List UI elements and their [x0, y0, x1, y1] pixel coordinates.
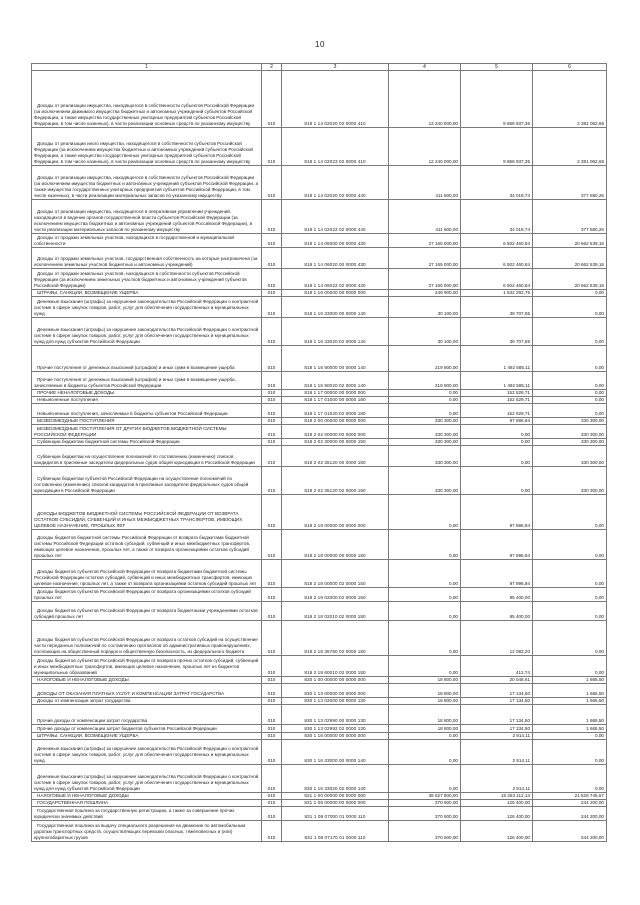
income-name-cell: Невыясненные поступления	[32, 397, 262, 404]
budget-classification-code-cell: 818 2 02 35120 02 0000 150	[282, 467, 389, 495]
income-name-cell: Доходы от реализации имущества, находящегося в собственности субъектов Российской Федерации (за исключением имущества бюджетных и автономных учреждений субъектов Российской Федерации, а также имущества государственных унитарных предприятий субъектов Российской Федерации, в том числе казенных), в части реализации материальных запасов по указанному имуществу	[32, 166, 262, 200]
unexecuted-amount-cell: 330 300,00	[533, 425, 607, 439]
unexecuted-amount-cell: 0,00	[533, 318, 607, 346]
approved-amount-cell: 12 240 000,00	[389, 71, 461, 128]
table-row	[32, 621, 607, 656]
income-name-cell: ГОСУДАРСТВЕННАЯ ПОШЛИНА	[32, 800, 262, 807]
approved-amount-cell: 0,00	[389, 390, 461, 397]
table-row	[32, 821, 607, 842]
table-row	[32, 439, 607, 446]
unexecuted-amount-cell: 244 200,00	[533, 821, 607, 842]
unexecuted-amount-cell: 20 662 539,16	[533, 269, 607, 290]
executed-amount-cell: 17 134,50	[461, 698, 533, 705]
budget-classification-code-cell: 818 1 16 00000 00 0000 000	[282, 290, 389, 297]
executed-amount-cell: 1 532 292,76	[461, 290, 533, 297]
executed-amount-cell: 2 914,11	[461, 765, 533, 793]
budget-classification-code-cell: 830 1 13 02990 00 0000 130	[282, 705, 389, 725]
approved-amount-cell: 12 240 000,00	[389, 128, 461, 166]
approved-amount-cell: 219 800,00	[389, 372, 461, 390]
unexecuted-amount-cell: 0,00	[533, 560, 607, 588]
executed-amount-cell: 152 529,71	[461, 390, 533, 397]
approved-amount-cell: 0,00	[389, 495, 461, 530]
table-row	[32, 290, 607, 297]
income-name-cell: Денежные взыскания (штрафы) за нарушение законодательства Российской Федерации о контрактной системе в сфере закупок товаров, работ, услуг для обеспечения государственных и муниципальных нужд для нужд субъектов Российской Федерации	[32, 765, 262, 793]
line-code-cell: 010	[262, 821, 282, 842]
approved-amount-cell: 0,00	[389, 621, 461, 656]
line-code-cell: 010	[262, 740, 282, 765]
budget-classification-code-cell: 818 1 14 02023 02 0000 410	[282, 128, 389, 166]
line-code-cell: 010	[262, 705, 282, 725]
table-row	[32, 495, 607, 530]
income-name-cell: Доходы от реализации имущества, находящегося в собственности субъектов Российской Федерации (за исключением движимого имущества бюджетных и автономных учреждений субъектов Российской Федерации, а также имущества государственных унитарных предприятий субъектов Российской Федерации, в том числе казенных), в части реализации основных средств по указанному имуществу	[32, 71, 262, 128]
budget-classification-code-cell: 818 1 17 00000 00 0000 000	[282, 390, 389, 397]
approved-amount-cell: 0,00	[389, 588, 461, 602]
budget-classification-code-cell: 830 1 16 00000 00 0000 000	[282, 733, 389, 740]
unexecuted-amount-cell: 1 665,50	[533, 698, 607, 705]
table-row	[32, 318, 607, 346]
executed-amount-cell: 34 019,74	[461, 166, 533, 200]
unexecuted-amount-cell: 0,00	[533, 733, 607, 740]
executed-amount-cell: 85 400,00	[461, 588, 533, 602]
budget-classification-code-cell: 818 2 18 02010 02 0000 150	[282, 602, 389, 621]
approved-amount-cell: 18 800,00	[389, 677, 461, 684]
line-code-cell: 010	[262, 733, 282, 740]
income-name-cell: Денежные взыскания (штрафы) за нарушение законодательства Российской Федерации о контрактной системе в сфере закупок товаров, работ, услуг для обеспечения государственных и муниципальных нужд	[32, 740, 262, 765]
executed-amount-cell: 6 502 460,84	[461, 248, 533, 269]
table-row	[32, 602, 607, 621]
line-code-cell: 010	[262, 807, 282, 821]
unexecuted-amount-cell: 330 300,00	[533, 439, 607, 446]
executed-amount-cell: 412,74	[461, 656, 533, 677]
income-name-cell: Доходы бюджетов субъектов Российской Федерации от возврата бюджетами бюджетной системы Российской Федерации остатков субсидий, субвенций и иных межбюджетных трансфертов, имеющих целевое назначение, прошлых лет, а также от возврата организациями остатков субсидий прошлых лет	[32, 560, 262, 588]
unexecuted-amount-cell: 1 665,50	[533, 677, 607, 684]
line-code-cell: 010	[262, 418, 282, 425]
unexecuted-amount-cell: 0,00	[533, 765, 607, 793]
budget-classification-code-cell: 818 1 14 06020 00 0000 430	[282, 248, 389, 269]
table-row	[32, 733, 607, 740]
budget-classification-code-cell: 830 1 13 00000 00 0000 000	[282, 684, 389, 698]
unexecuted-amount-cell: 330 300,00	[533, 467, 607, 495]
column-header: 6	[533, 64, 607, 71]
income-name-cell: Субвенции бюджетам бюджетной системы Российской Федерации	[32, 439, 262, 446]
income-name-cell: Доходы от продажи земельных участков, государственная собственность на которые разграничена (за исключением земельных участков бюджетных и автономных учреждений)	[32, 248, 262, 269]
executed-amount-cell: 152 529,71	[461, 397, 533, 404]
line-code-cell: 010	[262, 602, 282, 621]
unexecuted-amount-cell: 0,00	[533, 621, 607, 656]
budget-classification-code-cell: 830 1 00 00000 00 0000 000	[282, 677, 389, 684]
budget-classification-code-cell: 818 1 16 33000 00 0000 140	[282, 297, 389, 318]
unexecuted-amount-cell: 330 300,00	[533, 446, 607, 467]
income-name-cell: Субвенции бюджетам на осуществление полномочий по составлению (изменению) списков кандидатов в присяжные заседатели федеральных судов общей юрисдикции в Российской Федерации	[32, 446, 262, 467]
budget-classification-code-cell: 818 1 14 02022 02 0000 440	[282, 200, 389, 234]
income-name-cell: Доходы бюджетов бюджетной системы Российской Федерации от возврата бюджетами бюджетной системы Российской Федерации остатков субсидий, субвенций и иных межбюджетных трансфертов, имеющих целевое назначение, прошлых лет, а также от возврата организациями остатков субсидий прошлых лет	[32, 530, 262, 560]
table-row	[32, 297, 607, 318]
executed-amount-cell: 17 134,50	[461, 725, 533, 733]
unexecuted-amount-cell: 0,00	[533, 290, 607, 297]
executed-amount-cell: 12 083,20	[461, 621, 533, 656]
budget-classification-code-cell: 831 1 00 00000 00 0000 000	[282, 793, 389, 800]
budget-classification-code-cell: 818 1 17 01000 00 0000 180	[282, 397, 389, 404]
executed-amount-cell: 97 896,94	[461, 560, 533, 588]
line-code-cell: 010	[262, 560, 282, 588]
executed-amount-cell: 20 048,61	[461, 677, 533, 684]
unexecuted-amount-cell: 21 528 745,57	[533, 793, 607, 800]
approved-amount-cell: 0,00	[389, 404, 461, 418]
income-name-cell: БЕЗВОЗМЕЗДНЫЕ ПОСТУПЛЕНИЯ	[32, 418, 262, 425]
unexecuted-amount-cell: 0,00	[533, 390, 607, 397]
income-name-cell: Денежные взыскания (штрафы) за нарушение законодательства Российской Федерации о контрактной системе в сфере закупок товаров, работ, услуг для обеспечения государственных и муниципальных нужд	[32, 297, 262, 318]
line-code-cell: 010	[262, 248, 282, 269]
line-code-cell: 010	[262, 290, 282, 297]
line-code-cell: 010	[262, 467, 282, 495]
table-row	[32, 560, 607, 588]
income-name-cell: Невыясненные поступления, зачисляемые в бюджеты субъектов Российской Федерации	[32, 404, 262, 418]
income-name-cell: ДОХОДЫ ОТ ОКАЗАНИЯ ПЛАТНЫХ УСЛУГ И КОМПЕНСАЦИИ ЗАТРАТ ГОСУДАРСТВА	[32, 684, 262, 698]
income-name-cell: Доходы бюджетов субъектов Российской Федерации от возврата прочих остатков субсидий, субвенций и иных межбюджетных трансфертов, имеющих целевое назначение, прошлых лет из бюджетов муниципальных образований	[32, 656, 262, 677]
approved-amount-cell: 330 300,00	[389, 446, 461, 467]
unexecuted-amount-cell: 377 580,26	[533, 166, 607, 200]
unexecuted-amount-cell: 0,00	[533, 495, 607, 530]
executed-amount-cell: 126 400,00	[461, 807, 533, 821]
income-name-cell: Доходы от реализации иного имущества, находящегося в собственности субъектов Российской Федерации (за исключением имущества бюджетных и автономных учреждений субъектов Российской Федерации, а также имущества государственных унитарных предприятий субъектов Российской Федерации, в том числе казенных), в части реализации основных средств по указанному имуществу	[32, 128, 262, 166]
approved-amount-cell: 0,00	[389, 530, 461, 560]
column-header: 4	[389, 64, 461, 71]
table-row	[32, 128, 607, 166]
table-row	[32, 425, 607, 439]
line-code-cell: 010	[262, 677, 282, 684]
executed-amount-cell: 2 914,11	[461, 733, 533, 740]
executed-amount-cell: 9 858 937,35	[461, 128, 533, 166]
income-name-cell: Прочие доходы от компенсации затрат государства	[32, 705, 262, 725]
table-row	[32, 807, 607, 821]
unexecuted-amount-cell: 0,00	[533, 372, 607, 390]
approved-amount-cell: 330 300,00	[389, 439, 461, 446]
approved-amount-cell: 0,00	[389, 740, 461, 765]
budget-classification-code-cell: 818 1 17 01020 02 0000 180	[282, 404, 389, 418]
income-name-cell: ПРОЧИЕ НЕНАЛОГОВЫЕ ДОХОДЫ	[32, 390, 262, 397]
table-row	[32, 390, 607, 397]
executed-amount-cell: 2 914,11	[461, 740, 533, 765]
table-row	[32, 404, 607, 418]
executed-amount-cell: 17 134,50	[461, 684, 533, 698]
approved-amount-cell: 36 627 800,00	[389, 793, 461, 800]
budget-classification-code-cell: 818 2 02 00000 00 0000 000	[282, 425, 389, 439]
budget-classification-code-cell: 818 1 16 90020 02 0000 140	[282, 372, 389, 390]
table-row	[32, 530, 607, 560]
budget-classification-code-cell: 830 1 13 02000 00 0000 130	[282, 698, 389, 705]
budget-classification-code-cell: 818 1 16 90000 00 0000 140	[282, 346, 389, 372]
line-code-cell: 010	[262, 397, 282, 404]
table-row	[32, 467, 607, 495]
line-code-cell: 010	[262, 495, 282, 530]
line-code-cell: 010	[262, 588, 282, 602]
approved-amount-cell: 18 800,00	[389, 725, 461, 733]
unexecuted-amount-cell: 1 665,50	[533, 705, 607, 725]
executed-amount-cell: 126 400,00	[461, 821, 533, 842]
budget-classification-code-cell: 818 1 16 33020 02 0000 140	[282, 318, 389, 346]
approved-amount-cell: 0,00	[389, 656, 461, 677]
unexecuted-amount-cell: 0,00	[533, 346, 607, 372]
table-row	[32, 765, 607, 793]
approved-amount-cell: 0,00	[389, 765, 461, 793]
executed-amount-cell: 17 134,50	[461, 705, 533, 725]
table-row	[32, 588, 607, 602]
executed-amount-cell: 0,00	[461, 467, 533, 495]
approved-amount-cell: 30 100,00	[389, 318, 461, 346]
executed-amount-cell: 34 019,74	[461, 200, 533, 234]
table-row	[32, 800, 607, 807]
table-row	[32, 725, 607, 733]
budget-classification-code-cell: 830 1 13 02992 02 0000 130	[282, 725, 389, 733]
line-code-cell: 010	[262, 404, 282, 418]
unexecuted-amount-cell: 0,00	[533, 656, 607, 677]
approved-amount-cell: 30 100,00	[389, 297, 461, 318]
table-row	[32, 446, 607, 467]
income-name-cell: БЕЗВОЗМЕЗДНЫЕ ПОСТУПЛЕНИЯ ОТ ДРУГИХ БЮДЖЕТОВ БЮДЖЕТНОЙ СИСТЕМЫ РОССИЙСКОЙ ФЕДЕРАЦИИ	[32, 425, 262, 439]
executed-amount-cell: 97 896,94	[461, 495, 533, 530]
income-name-cell: Доходы бюджетов субъектов Российской Федерации от возврата бюджетными учреждениями остатков субсидий прошлых лет	[32, 602, 262, 621]
unexecuted-amount-cell: 244 200,00	[533, 800, 607, 807]
executed-amount-cell: 15 253 112,13	[461, 793, 533, 800]
budget-classification-code-cell: 818 2 02 30000 00 0000 150	[282, 439, 389, 446]
approved-amount-cell: 0,00	[389, 397, 461, 404]
income-name-cell: НАЛОГОВЫЕ И НЕНАЛОГОВЫЕ ДОХОДЫ	[32, 677, 262, 684]
approved-amount-cell: 0,00	[389, 560, 461, 588]
line-code-cell: 010	[262, 725, 282, 733]
column-number-header	[32, 64, 607, 71]
line-code-cell: 010	[262, 656, 282, 677]
unexecuted-amount-cell: 0,00	[533, 404, 607, 418]
executed-amount-cell: 1 492 585,11	[461, 372, 533, 390]
column-header: 5	[461, 64, 533, 71]
table-row	[32, 269, 607, 290]
unexecuted-amount-cell: 330 300,00	[533, 418, 607, 425]
column-header: 2	[262, 64, 282, 71]
table-row	[32, 372, 607, 390]
budget-classification-code-cell: 831 1 08 07000 01 0000 110	[282, 807, 389, 821]
budget-classification-code-cell: 818 2 18 02000 02 0000 150	[282, 588, 389, 602]
executed-amount-cell: 6 502 460,84	[461, 234, 533, 248]
line-code-cell: 010	[262, 621, 282, 656]
table-row	[32, 684, 607, 698]
income-name-cell: ШТРАФЫ, САНКЦИИ, ВОЗМЕЩЕНИЕ УЩЕРБА	[32, 733, 262, 740]
unexecuted-amount-cell: 0,00	[533, 530, 607, 560]
page-number: 10	[315, 40, 325, 49]
line-code-cell: 010	[262, 698, 282, 705]
budget-classification-code-cell: 818 2 18 00000 00 0000 150	[282, 530, 389, 560]
budget-classification-code-cell: 831 1 08 00000 00 0000 000	[282, 800, 389, 807]
line-code-cell: 010	[262, 765, 282, 793]
approved-amount-cell: 370 600,00	[389, 821, 461, 842]
budget-classification-code-cell: 831 1 08 07170 01 0000 110	[282, 821, 389, 842]
approved-amount-cell: 330 300,00	[389, 425, 461, 439]
unexecuted-amount-cell: 1 665,50	[533, 684, 607, 698]
line-code-cell: 010	[262, 446, 282, 467]
unexecuted-amount-cell: 20 662 539,16	[533, 234, 607, 248]
line-code-cell: 010	[262, 793, 282, 800]
table-row	[32, 71, 607, 128]
budget-classification-code-cell: 818 1 14 02020 02 0000 410	[282, 71, 389, 128]
income-name-cell: Доходы от реализации имущества, находящегося в оперативном управлении учреждений, находящихся в ведении органов государственной власти субъектов Российской Федерации (за исключением имущества бюджетных и автономных учреждений субъектов Российской Федерации), в части реализации материальных запасов по указанному имуществу	[32, 200, 262, 234]
approved-amount-cell: 0,00	[389, 602, 461, 621]
unexecuted-amount-cell: 0,00	[533, 397, 607, 404]
table-row	[32, 698, 607, 705]
income-name-cell: Государственная пошлина за государственную регистрацию, а также за совершение прочих юридически значимых действий	[32, 807, 262, 821]
executed-amount-cell: 0,00	[461, 439, 533, 446]
line-code-cell: 010	[262, 439, 282, 446]
executed-amount-cell: 97 896,94	[461, 530, 533, 560]
line-code-cell: 010	[262, 128, 282, 166]
table-row	[32, 677, 607, 684]
approved-amount-cell: 27 165 000,00	[389, 269, 461, 290]
budget-classification-code-cell: 818 2 18 60010 02 0000 150	[282, 656, 389, 677]
column-header: 1	[32, 64, 262, 71]
line-code-cell: 010	[262, 425, 282, 439]
approved-amount-cell: 18 800,00	[389, 684, 461, 698]
approved-amount-cell: 219 800,00	[389, 346, 461, 372]
line-code-cell: 010	[262, 372, 282, 390]
budget-classification-code-cell: 830 1 16 33020 02 0000 140	[282, 765, 389, 793]
line-code-cell: 010	[262, 390, 282, 397]
unexecuted-amount-cell: 1 665,50	[533, 725, 607, 733]
income-name-cell: Прочие поступления от денежных взысканий (штрафов) и иных сумм в возмещение ущерба, зачисляемые в бюджеты субъектов Российской Федерации	[32, 372, 262, 390]
income-name-cell: Доходы бюджетов субъектов Российской Федерации от возврата организациями остатков субсидий прошлых лет	[32, 588, 262, 602]
table-row	[32, 397, 607, 404]
line-code-cell: 010	[262, 234, 282, 248]
income-name-cell: Доходы от компенсации затрат государства	[32, 698, 262, 705]
executed-amount-cell: 1 492 585,11	[461, 346, 533, 372]
table-row	[32, 234, 607, 248]
income-name-cell: НАЛОГОВЫЕ И НЕНАЛОГОВЫЕ ДОХОДЫ	[32, 793, 262, 800]
unexecuted-amount-cell: 20 662 539,16	[533, 248, 607, 269]
approved-amount-cell: 330 300,00	[389, 467, 461, 495]
approved-amount-cell: 370 600,00	[389, 807, 461, 821]
approved-amount-cell: 330 300,00	[389, 418, 461, 425]
unexecuted-amount-cell: 0,00	[533, 602, 607, 621]
executed-amount-cell: 39 707,65	[461, 297, 533, 318]
line-code-cell: 010	[262, 166, 282, 200]
unexecuted-amount-cell: 0,00	[533, 740, 607, 765]
table-row	[32, 248, 607, 269]
income-name-cell: Денежные взыскания (штрафы) за нарушение законодательства Российской Федерации о контрактной системе в сфере закупок товаров, работ, услуг для обеспечения государственных и муниципальных нужд для нужд субъектов Российской Федерации	[32, 318, 262, 346]
executed-amount-cell: 152 529,71	[461, 404, 533, 418]
executed-amount-cell: 6 502 460,84	[461, 269, 533, 290]
income-name-cell: ДОХОДЫ БЮДЖЕТОВ БЮДЖЕТНОЙ СИСТЕМЫ РОССИЙСКОЙ ФЕДЕРАЦИИ ОТ ВОЗВРАТА ОСТАТКОВ СУБСИДИЙ, СУБВЕНЦИЙ И ИНЫХ МЕЖБЮДЖЕТНЫХ ТРАНСФЕРТОВ, ИМЕЮЩИХ ЦЕЛЕВОЕ НАЗНАЧЕНИЕ, ПРОШЛЫХ ЛЕТ	[32, 495, 262, 530]
executed-amount-cell: 85 400,00	[461, 602, 533, 621]
income-name-cell: Государственная пошлина за выдачу специального разрешения на движение по автомобильным дорогам транспортных средств, осуществляющих перевозки опасных, тяжеловесных и (или) крупногабаритных грузов	[32, 821, 262, 842]
approved-amount-cell: 18 800,00	[389, 698, 461, 705]
unexecuted-amount-cell: 0,00	[533, 588, 607, 602]
line-code-cell: 010	[262, 346, 282, 372]
budget-classification-code-cell: 818 2 18 00000 02 0000 150	[282, 560, 389, 588]
budget-classification-code-cell: 818 1 14 06000 00 0000 430	[282, 234, 389, 248]
line-code-cell: 010	[262, 800, 282, 807]
approved-amount-cell: 370 600,00	[389, 800, 461, 807]
table-row	[32, 705, 607, 725]
approved-amount-cell: 411 600,00	[389, 200, 461, 234]
unexecuted-amount-cell: 2 381 062,65	[533, 128, 607, 166]
line-code-cell: 010	[262, 200, 282, 234]
table-row	[32, 346, 607, 372]
executed-amount-cell: 126 400,00	[461, 800, 533, 807]
line-code-cell: 010	[262, 684, 282, 698]
line-code-cell: 010	[262, 297, 282, 318]
executed-amount-cell: 39 707,65	[461, 318, 533, 346]
unexecuted-amount-cell: 244 200,00	[533, 807, 607, 821]
table-row	[32, 200, 607, 234]
table-row	[32, 656, 607, 677]
approved-amount-cell: 249 900,00	[389, 290, 461, 297]
income-name-cell: Доходы бюджетов субъектов Российской Федерации от возврата остатков субсидий на осуществление части переданных полномочий по составлению протоколов об административных правонарушениях, посягающих на общественный порядок и общественную безопасность, из федерального бюджета	[32, 621, 262, 656]
table-row	[32, 166, 607, 200]
executed-amount-cell: 0,00	[461, 425, 533, 439]
approved-amount-cell: 18 800,00	[389, 705, 461, 725]
unexecuted-amount-cell: 2 381 062,65	[533, 71, 607, 128]
line-code-cell: 010	[262, 530, 282, 560]
table-row	[32, 418, 607, 425]
approved-amount-cell: 27 165 000,00	[389, 234, 461, 248]
column-header: 3	[282, 64, 389, 71]
executed-amount-cell: 9 858 937,35	[461, 71, 533, 128]
approved-amount-cell: 27 165 000,00	[389, 248, 461, 269]
income-name-cell: Прочие поступления от денежных взысканий (штрафов) и иных сумм в возмещение ущерба	[32, 346, 262, 372]
unexecuted-amount-cell: 377 580,26	[533, 200, 607, 234]
table-row	[32, 740, 607, 765]
income-name-cell: Доходы от продажи земельных участков, находящихся в государственной и муниципальной собственности	[32, 234, 262, 248]
budget-classification-code-cell: 818 1 14 02020 02 0000 440	[282, 166, 389, 200]
approved-amount-cell: 0,00	[389, 733, 461, 740]
budget-classification-code-cell: 818 1 14 06022 02 0000 430	[282, 269, 389, 290]
income-name-cell: Субвенции бюджетам субъектов Российской Федерации на осуществление полномочий по составлению (изменению) списков кандидатов в присяжные заседатели федеральных судов общей юрисдикции в Российской Федерации	[32, 467, 262, 495]
income-name-cell: Доходы от продажи земельных участков, находящихся в собственности субъектов Российской Федерации (за исключением земельных участков бюджетных и автономных учреждений субъектов Российской Федерации)	[32, 269, 262, 290]
budget-execution-table	[31, 63, 607, 842]
income-name-cell: ШТРАФЫ, САНКЦИИ, ВОЗМЕЩЕНИЕ УЩЕРБА	[32, 290, 262, 297]
budget-classification-code-cell: 818 2 18 00000 00 0000 000	[282, 495, 389, 530]
budget-classification-code-cell: 818 2 18 35750 02 0000 150	[282, 621, 389, 656]
budget-classification-code-cell: 818 2 00 00000 00 0000 000	[282, 418, 389, 425]
executed-amount-cell: 97 896,94	[461, 418, 533, 425]
executed-amount-cell: 0,00	[461, 446, 533, 467]
unexecuted-amount-cell: 0,00	[533, 297, 607, 318]
budget-classification-code-cell: 818 2 02 35120 00 0000 150	[282, 446, 389, 467]
table-row	[32, 793, 607, 800]
line-code-cell: 010	[262, 71, 282, 128]
line-code-cell: 010	[262, 318, 282, 346]
line-code-cell: 010	[262, 269, 282, 290]
approved-amount-cell: 411 600,00	[389, 166, 461, 200]
income-name-cell: Прочие доходы от компенсации затрат бюджетов субъектов Российской Федерации	[32, 725, 262, 733]
budget-classification-code-cell: 830 1 16 33000 00 0000 140	[282, 740, 389, 765]
